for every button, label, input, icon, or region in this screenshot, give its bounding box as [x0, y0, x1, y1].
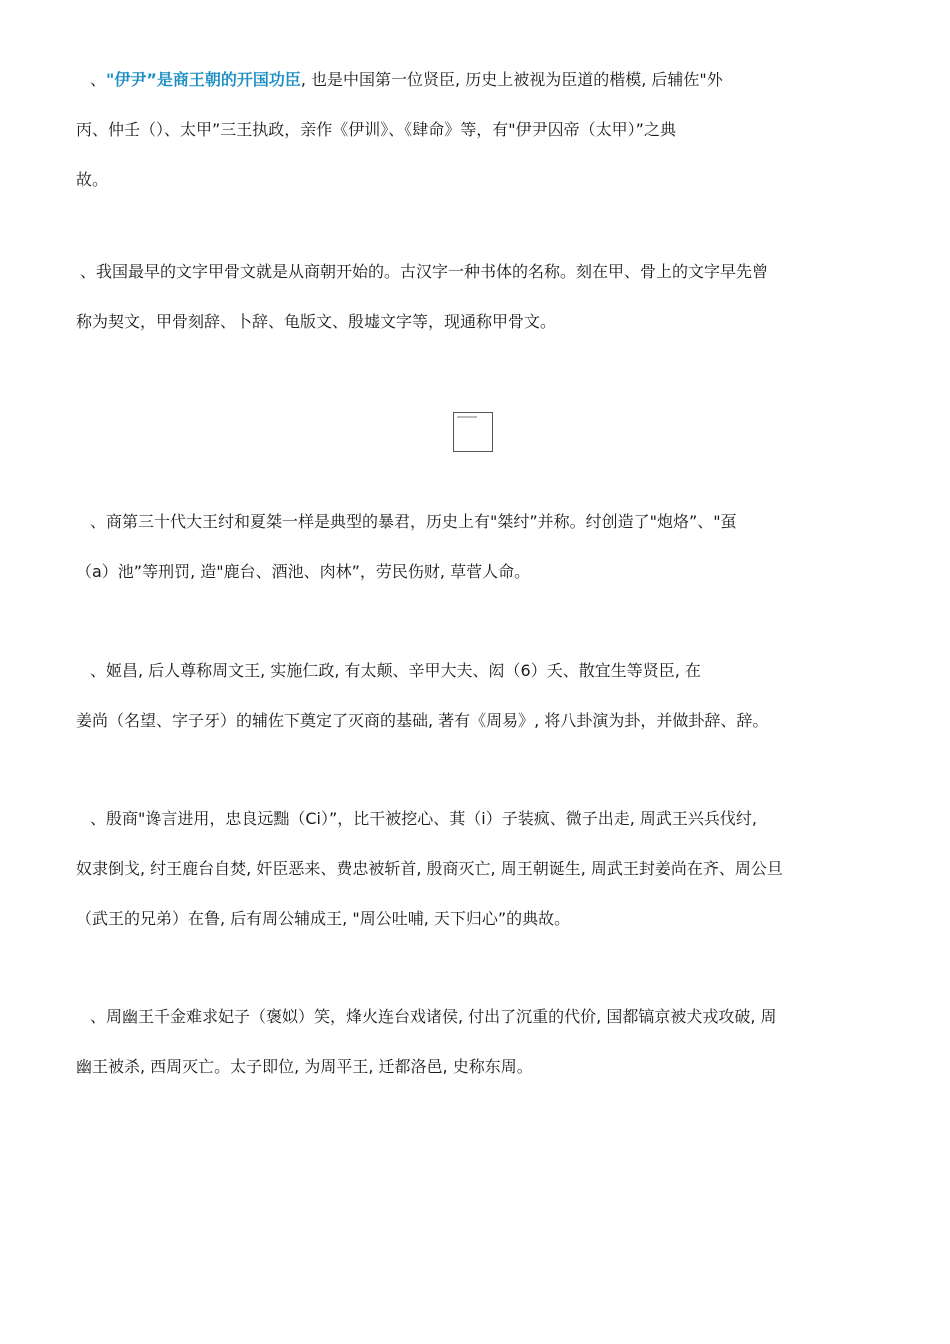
paragraph-line: 丙、仲壬（）、太甲”三王执政，亲作《伊训》、《肆命》等，有"伊尹囚帝（太甲）”之典	[76, 120, 676, 139]
paragraph-zhou-king	[76, 509, 876, 585]
paragraph-line: 故。	[76, 170, 109, 189]
paragraph-line: 、殷商"谗言进用，忠良远黜（Ci）”，比干被挖心、萁（i）子装疯、微子出走, 周武王兴兵伐纣,	[90, 809, 757, 828]
paragraph-text: , 也是中国第一位贤臣, 历史上被视为臣道的楷模, 后辅佐"外	[300, 70, 723, 89]
paragraph-line: 、商第三十代大王纣和夏桀一样是典型的暴君，历史上有"桀纣”并称。纣创造了"炮烙”、"虿	[90, 512, 737, 531]
paragraph-yi-yin	[76, 67, 876, 193]
highlighted-link-text[interactable]: "伊尹”是商王朝的开国功臣	[106, 70, 301, 89]
embedded-image-thumbnail	[453, 412, 493, 452]
paragraph-line: 幽王被杀, 西周灭亡。太子即位, 为周平王, 迁都洛邑, 史称东周。	[76, 1057, 533, 1076]
paragraph-line	[76, 67, 876, 93]
paragraph-line: 称为契文，甲骨刻辞、卜辞、龟版文、殷墟文字等，现通称甲骨文。	[76, 312, 557, 331]
paragraph-oracle-bone	[76, 259, 876, 335]
paragraph-line: 姜尚（名望、字子牙）的辅佐下奠定了灭商的基础, 著有《周易》, 将八卦演为卦，并做卦辞、辞。	[76, 711, 769, 730]
paragraph-line: 、周幽王千金难求妃子（褒姒）笑，烽火连台戏诸侯, 付出了沉重的代价, 国都镐京被犬戎攻破, 周	[90, 1007, 777, 1026]
paragraph-line: 、我国最早的文字甲骨文就是从商朝开始的。古汉字一种书体的名称。刻在甲、骨上的文字早先曾	[80, 262, 769, 281]
paragraph-yin-shang-fall	[76, 806, 876, 932]
image-placeholder-mark	[457, 416, 477, 418]
paragraph-line: （武王的兄弟）在鲁, 后有周公辅成王, "周公吐哺, 天下归心”的典故。	[76, 909, 571, 928]
paragraph-line: （a）池”等刑罚, 造"鹿台、酒池、肉林”，劳民伤财, 草菅人命。	[76, 562, 531, 581]
paragraph-line: 、姬昌, 后人尊称周文王, 实施仁政, 有太颠、辛甲大夫、闳（6）夭、散宜生等贤臣, 在	[90, 661, 701, 680]
list-marker: 、	[90, 70, 107, 89]
paragraph-line: 奴隶倒戈, 纣王鹿台自焚, 奸臣恶来、费忠被斩首, 殷商灭亡, 周王朝诞生, 周武王封姜尚在齐、周公旦	[76, 859, 783, 878]
paragraph-zhou-you-wang	[76, 1004, 876, 1080]
paragraph-ji-chang	[76, 658, 876, 734]
